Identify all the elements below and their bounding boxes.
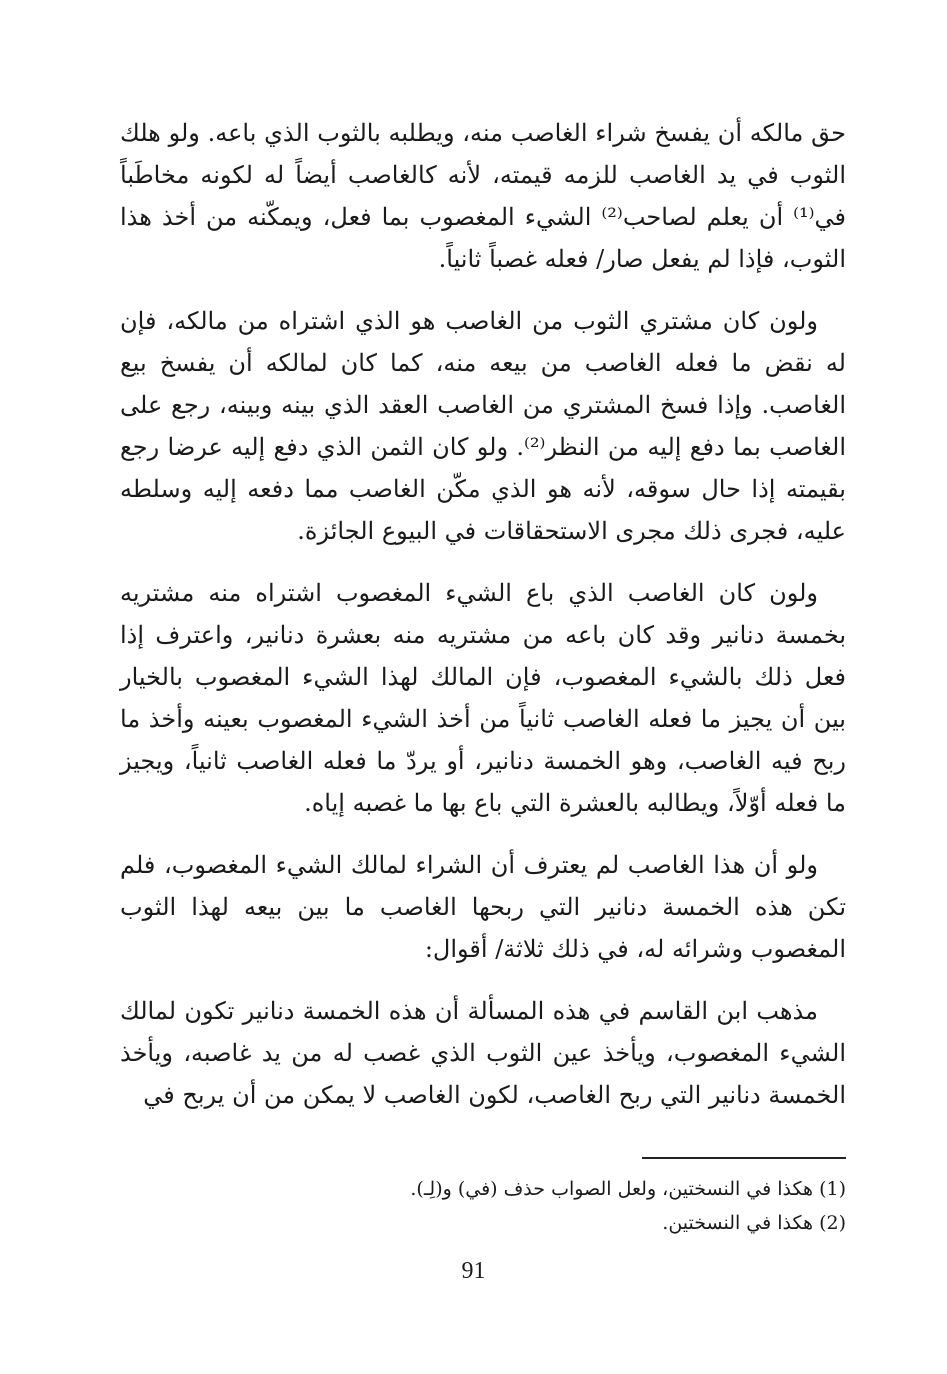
paragraph-4: ولو أن هذا الغاصب لم يعترف أن الشراء لمالك الشيء المغصوب، فلم تكن هذه الخمسة دنانير التي ربحها الغاصب ما بين بيعه لهذا الثوب المغصوب وشرائه له، في ذلك ثلاثة/ أقوال: — [120, 851, 846, 963]
footnote-1: (1) هكذا في النسختين، ولعل الصواب حذف (في) و(لِـ). — [410, 1178, 846, 1200]
page-number: 91 — [461, 1258, 486, 1284]
footnote-2: (2) هكذا في النسختين. — [662, 1212, 846, 1234]
paragraph-3: ولون كان الغاصب الذي باع الشيء المغصوب اشتراه منه مشتريه بخمسة دنانير وقد كان باعه من مشتريه منه بعشرة دنانير، واعترف إذا فعل ذلك بالشيء المغصوب، فإن المالك لهذا الشيء المغصوب بالخيار بين أن يجيز ما فعله الغاصب ثانياً من أخذ الشيء المغصوب بعينه وأخذ ما ربح فيه الغاصب، وهو الخمسة دنانير، أو يردّ ما فعله الغاصب ثانياً، ويجيز ما فعله أوّلاً، ويطالبه بالعشرة التي باع بها ما غصبه إياه. — [120, 579, 846, 817]
paragraph-5: مذهب ابن القاسم في هذه المسألة أن هذه الخمسة دنانير تكون لمالك الشيء المغصوب، ويأخذ عين الثوب الذي غصب له من يد غاصبه، ويأخذ الخمسة دنانير التي ربح الغاصب، لكون الغاصب لا يمكن من أن يربح في — [120, 997, 846, 1109]
footnotes — [300, 1172, 846, 1240]
paragraph-2: ولون كان مشتري الثوب من الغاصب هو الذي اشتراه من مالكه، فإن له نقض ما فعله الغاصب من بيعه منه، كما كان لمالكه أن يفسخ بيع الغاصب. وإذا فسخ المشتري من الغاصب العقد الذي بينه وبينه، رجع على الغاصب بما دفع إليه من النظر⁽²⁾. ولو كان الثمن الذي دفع إليه عرضا رجع بقيمته إذا حال سوقه، لأنه هو الذي مكّن الغاصب مما دفعه إليه وسلطه عليه، فجرى ذلك مجرى الاستحقاقات في البيوع الجائزة. — [120, 307, 846, 545]
paragraph-1: حق مالكه أن يفسخ شراء الغاصب منه، ويطلبه بالثوب الذي باعه. ولو هلك الثوب في يد الغاصب للزمه قيمته، لأنه كالغاصب أيضاً له لكونه مخاطَباً في⁽¹⁾ أن يعلم لصاحب⁽²⁾ الشيء المغصوب بما فعل، ويمكّنه من أخذ هذا الثوب، فإذا لم يفعل صار/ فعله غصباً ثانياً. — [120, 119, 847, 273]
footnote-divider — [642, 1157, 846, 1159]
main-text — [120, 112, 846, 1116]
